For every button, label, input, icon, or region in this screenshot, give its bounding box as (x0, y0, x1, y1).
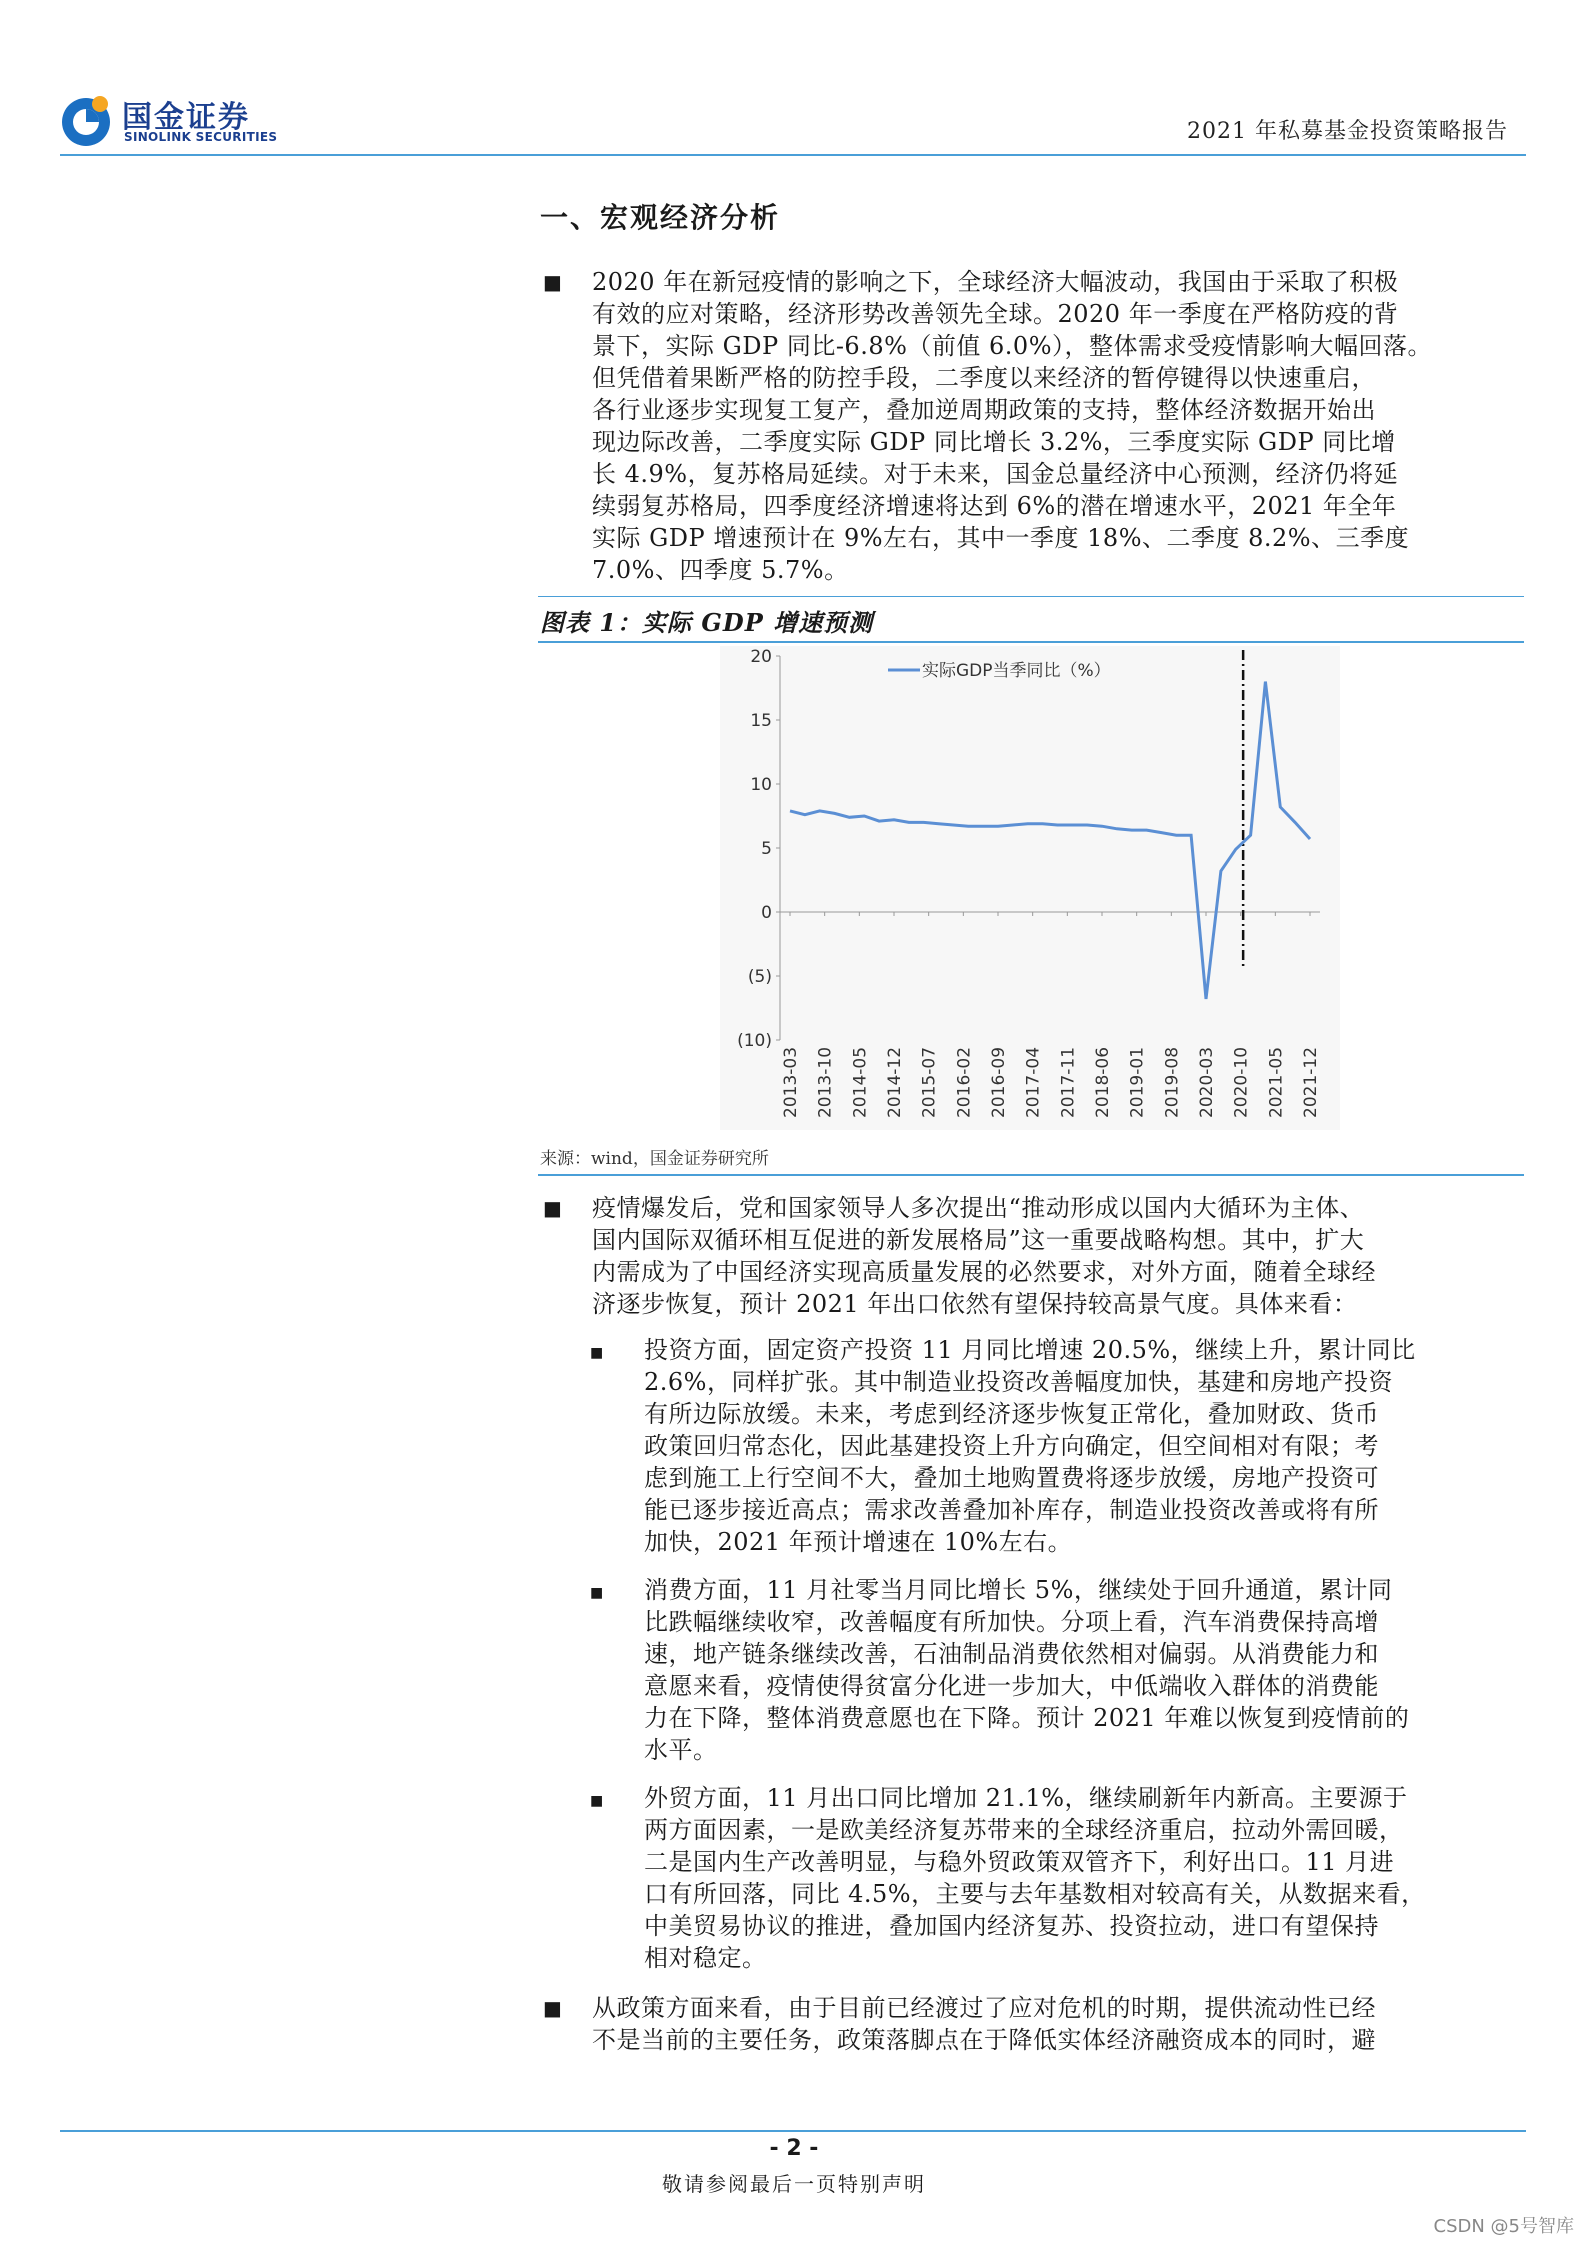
text-line: 力在下降，整体消费意愿也在下降。预计 2021 年难以恢复到疫情前的 (644, 1704, 1410, 1732)
section-title: 一、宏观经济分析 (540, 201, 781, 234)
x-tick-label: 2014-05 (850, 1046, 871, 1118)
footer-disclaimer: 敬请参阅最后一页特别声明 (662, 2172, 926, 2196)
x-tick-label: 2014-12 (885, 1046, 905, 1118)
page-header (60, 88, 1526, 156)
figure-title: 图表 1：实际 GDP 增速预测 (540, 608, 874, 637)
figure-title-bar (538, 596, 1524, 643)
x-tick-label: 2016-09 (989, 1046, 1009, 1118)
text-line: 7.0%、四季度 5.7%。 (592, 556, 849, 584)
text-line: 内需成为了中国经济实现高质量发展的必然要求，对外方面，随着全球经 (592, 1258, 1376, 1286)
text-line: 实际 GDP 增速预计在 9%左右，其中一季度 18%、二季度 8.2%、三季度 (592, 524, 1410, 552)
text-line: 能已逐步接近高点；需求改善叠加补库存，制造业投资改善或将有所 (644, 1496, 1379, 1524)
text-line: 外贸方面，11 月出口同比增加 21.1%，继续刷新年内新高。主要源于 (644, 1784, 1408, 1812)
text-line: 虑到施工上行空间不大，叠加土地购置费将逐步放缓，房地产投资可 (644, 1464, 1379, 1492)
text-line: 现边际改善，二季度实际 GDP 同比增长 3.2%，三季度实际 GDP 同比增 (592, 428, 1396, 456)
text-line: 政策回归常态化，因此基建投资上升方向确定，但空间相对有限；考 (644, 1432, 1379, 1460)
text-line: 意愿来看，疫情使得贫富分化进一步加大，中低端收入群体的消费能 (644, 1672, 1379, 1700)
page-number: - 2 - (769, 2136, 819, 2161)
legend-label: 实际GDP当季同比（%） (922, 661, 1111, 681)
text-line: 续弱复苏格局，四季度经济增速将达到 6%的潜在增速水平，2021 年全年 (592, 492, 1397, 520)
x-tick-label: 2019-08 (1162, 1046, 1183, 1118)
text-line: 国内国际双循环相互促进的新发展格局”这一重要战略构想。其中，扩大 (592, 1226, 1365, 1254)
x-tick-label: 2019-01 (1127, 1046, 1148, 1118)
text-line: 2.6%，同样扩张。其中制造业投资改善幅度加快，基建和房地产投资 (644, 1368, 1393, 1396)
logo-mark-icon (60, 92, 116, 148)
y-tick-label: 15 (750, 711, 772, 731)
small-square-bullet-icon: ■ (590, 1345, 604, 1361)
logo-chinese-name: 国金证券 (122, 100, 250, 135)
x-tick-label: 2013-10 (815, 1046, 836, 1118)
text-line: 景下，实际 GDP 同比-6.8%（前值 6.0%），整体需求受疫情影响大幅回落。 (592, 332, 1433, 360)
x-tick-label: 2017-11 (1058, 1046, 1079, 1118)
x-tick-label: 2013-03 (781, 1046, 801, 1118)
paragraph-macro-overview (592, 266, 1522, 586)
gdp-chart (720, 646, 1340, 1130)
series-line (790, 682, 1310, 999)
text-line: 比跌幅继续收窄，改善幅度有所加快。分项上看，汽车消费保持高增 (644, 1608, 1379, 1636)
text-line: 疫情爆发后，党和国家领导人多次提出“推动形成以国内大循环为主体、 (592, 1194, 1365, 1222)
text-line: 长 4.9%，复苏格局延续。对于未来，国金总量经济中心预测，经济仍将延 (592, 460, 1399, 488)
paragraph-dual-circulation (592, 1192, 1522, 1320)
text-line: 二是国内生产改善明显，与稳外贸政策双管齐下，利好出口。11 月进 (644, 1848, 1395, 1876)
text-line: 有所边际放缓。未来，考虑到经济逐步恢复正常化，叠加财政、货币 (644, 1400, 1379, 1428)
y-tick-label: (5) (747, 967, 772, 987)
x-tick-label: 2021-12 (1301, 1046, 1321, 1118)
x-tick-label: 2020-10 (1231, 1046, 1252, 1118)
paragraph-trade (644, 1782, 1520, 1974)
text-line: 速，地产链条继续改善，石油制品消费依然相对偏弱。从消费能力和 (644, 1640, 1379, 1668)
square-bullet-icon: ■ (543, 270, 562, 294)
text-line: 相对稳定。 (644, 1944, 767, 1972)
text-line: 不是当前的主要任务，政策落脚点在于降低实体经济融资成本的同时，避 (592, 2026, 1376, 2054)
watermark: CSDN @5号智库 (1433, 2216, 1574, 2237)
small-square-bullet-icon: ■ (590, 1585, 604, 1601)
text-line: 各行业逐步实现复工复产，叠加逆周期政策的支持，整体经济数据开始出 (592, 396, 1376, 424)
square-bullet-icon: ■ (543, 1996, 562, 2020)
text-line: 水平。 (644, 1736, 718, 1764)
paragraph-consumption (644, 1574, 1520, 1766)
logo-english-name: SINOLINK SECURITIES (124, 130, 278, 144)
text-line: 加快，2021 年预计增速在 10%左右。 (644, 1528, 1073, 1556)
x-tick-label: 2021-05 (1266, 1046, 1287, 1118)
y-tick-label: 20 (750, 647, 772, 667)
text-line: 中美贸易协议的推进，叠加国内经济复苏、投资拉动，进口有望保持 (644, 1912, 1379, 1940)
paragraph-policy (592, 1992, 1522, 2056)
x-tick-label: 2018-06 (1093, 1046, 1113, 1118)
text-line: 口有所回落，同比 4.5%，主要与去年基数相对较高有关，从数据来看， (644, 1880, 1426, 1908)
figure-source-bar (538, 1134, 1524, 1176)
report-title: 2021 年私募基金投资策略报告 (1187, 119, 1508, 144)
company-logo (60, 92, 290, 148)
text-line: 济逐步恢复，预计 2021 年出口依然有望保持较高景气度。具体来看： (592, 1290, 1358, 1318)
footer-divider (60, 2130, 1526, 2132)
x-tick-label: 2020-03 (1197, 1046, 1217, 1118)
figure-source: 来源：wind，国金证券研究所 (540, 1149, 769, 1169)
small-square-bullet-icon: ■ (590, 1793, 604, 1809)
text-line: 有效的应对策略，经济形势改善领先全球。2020 年一季度在严格防疫的背 (592, 300, 1399, 328)
y-tick-label: 5 (761, 839, 772, 859)
x-tick-label: 2017-04 (1023, 1046, 1044, 1118)
y-tick-label: (10) (737, 1031, 772, 1051)
gdp-line-chart (720, 646, 1340, 1130)
y-tick-label: 0 (761, 903, 772, 923)
x-tick-label: 2016-02 (954, 1046, 975, 1118)
text-line: 两方面因素，一是欧美经济复苏带来的全球经济重启，拉动外需回暖， (644, 1816, 1404, 1844)
y-tick-label: 10 (750, 775, 772, 795)
text-line: 从政策方面来看，由于目前已经渡过了应对危机的时期，提供流动性已经 (592, 1994, 1376, 2022)
square-bullet-icon: ■ (543, 1196, 562, 1220)
paragraph-investment (644, 1334, 1520, 1558)
text-line: 但凭借着果断严格的防控手段，二季度以来经济的暂停键得以快速重启， (592, 364, 1376, 392)
x-tick-label: 2015-07 (919, 1046, 940, 1118)
text-line: 2020 年在新冠疫情的影响之下，全球经济大幅波动，我国由于采取了积极 (592, 268, 1399, 296)
text-line: 消费方面，11 月社零当月同比增长 5%，继续处于回升通道，累计同 (644, 1576, 1393, 1604)
text-line: 投资方面，固定资产投资 11 月同比增速 20.5%，继续上升，累计同比 (644, 1336, 1416, 1364)
